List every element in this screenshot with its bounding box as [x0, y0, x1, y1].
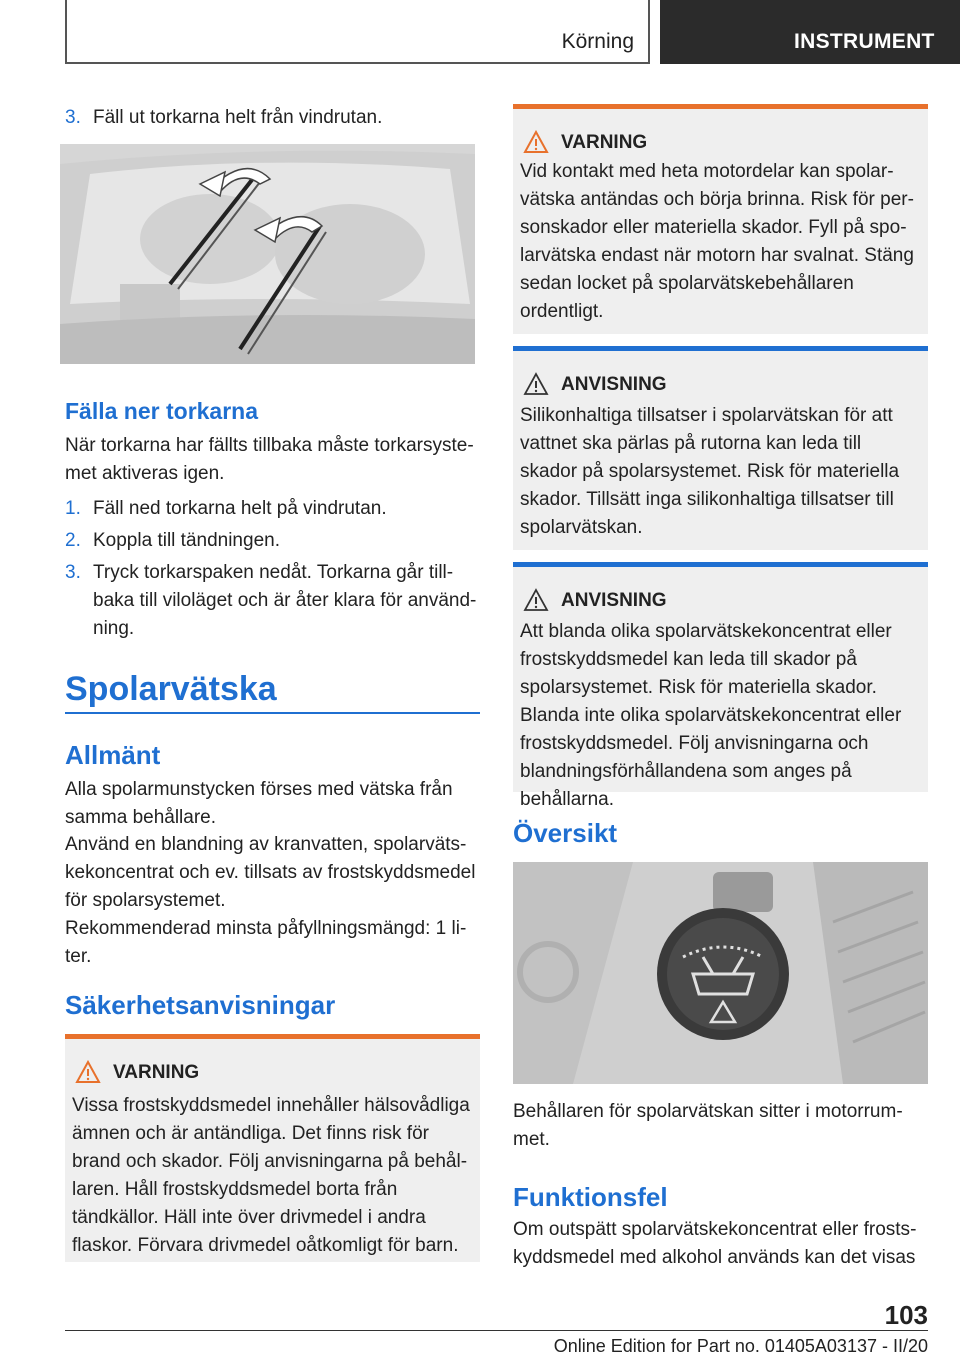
warning-bar: [65, 1034, 480, 1039]
heading-rule: [65, 712, 480, 714]
notice-text: Att blanda olika spolarvätskekoncentrat eller frostskyddsmedel kan leda till skador på spolarsystemet. Risk för materiella skador. Blanda inte olika spolarvätskekoncentrat eller frostskyddsmedel. Följ anvisningarna och blandningsförhållandena som anges på behållarna.: [520, 621, 902, 810]
header-chapter-tab: [660, 0, 960, 64]
fold-down-intro: När torkarna har fällts tillbaka måste torkarsystemet aktiveras igen.: [65, 435, 474, 484]
notice-bar: [513, 562, 928, 567]
notice-box-mixing: [513, 562, 928, 810]
malfunction-heading: Funktionsfel: [513, 1182, 668, 1212]
warning-bar: [513, 104, 928, 109]
warning-box-hot-engine: [513, 104, 928, 334]
overview-caption: Behållaren för spolarvätskan sitter i motorrummet.: [513, 1101, 903, 1150]
notice-triangle-icon: [523, 588, 549, 612]
step-number: 3.: [65, 107, 81, 128]
step-text: Fäll ned torkarna helt på vindrutan.: [93, 498, 387, 519]
footer-rule: [65, 1330, 928, 1331]
washer-fluid-heading: Spolarvätska: [65, 670, 277, 708]
washer-reservoir-illustration: [513, 862, 928, 1084]
general-heading: Allmänt: [65, 740, 161, 770]
notice-title: ANVISNING: [561, 590, 667, 611]
page-number: 103: [884, 1300, 928, 1330]
general-paragraph-3: Rekommenderad minsta påfyllningsmängd: 1 liter.: [65, 918, 467, 967]
warning-title: VARNING: [561, 132, 648, 153]
header-chapter-label: INSTRUMENT: [794, 30, 935, 53]
notice-text: Silikonhaltiga tillsatser i spolarvätskan för att vattnet ska pärlas på rutorna kan leda till skador på spolarsystemet. Risk för materiella skador. Tillsätt inga silikonhaltiga tillsatser till spolarvätskan.: [520, 405, 900, 538]
warning-text: Vissa frostskyddsmedel innehåller hälsovådliga ämnen och är antändliga. Det finns risk för brand och skador. Följ anvisningarna på behållaren. Håll frostskyddsmedel borta från tändkällor. Häll inte över drivmedel i andra flaskor. Förvara drivmedel oåtkomligt för barn.: [72, 1095, 470, 1256]
header-section-label: Körning: [561, 30, 634, 53]
notice-bar: [513, 346, 928, 351]
header-section-tab: [65, 0, 650, 64]
step-text: Tryck torkarspaken nedåt. Torkarna går tillbaka till viloläget och är åter klara för användning.: [93, 562, 477, 639]
step-text: Fäll ut torkarna helt från vindrutan.: [93, 107, 383, 128]
warning-box-antifreeze: [65, 1034, 480, 1262]
safety-heading: Säkerhetsanvisningar: [65, 990, 336, 1020]
warning-triangle-icon: [523, 130, 549, 154]
step-text: Koppla till tändningen.: [93, 530, 280, 551]
malfunction-text: Om outspätt spolarvätskekoncentrat eller frostskyddsmedel med alkohol används kan det visas: [513, 1219, 917, 1268]
notice-box-silicone: [513, 346, 928, 550]
notice-title: ANVISNING: [561, 374, 667, 395]
step-number: 3.: [65, 562, 81, 583]
general-paragraph-1: Alla spolarmunstycken förses med vätska från samma behållare.: [65, 779, 453, 828]
edition-info: Online Edition for Part no. 01405A03137 - II/20: [553, 1336, 928, 1356]
step-number: 2.: [65, 530, 81, 551]
fold-down-heading: Fälla ner torkarna: [65, 398, 259, 424]
warning-title: VARNING: [113, 1062, 200, 1083]
notice-triangle-icon: [523, 372, 549, 396]
overview-heading: Översikt: [513, 818, 618, 848]
general-paragraph-2: Använd en blandning av kranvatten, spolarvätskekoncentrat och ev. tillsats av frostskyddsmedel för spolarsystemet.: [65, 834, 476, 911]
warning-triangle-icon: [75, 1060, 101, 1084]
wiper-illustration: [60, 144, 475, 364]
step-number: 1.: [65, 498, 81, 519]
warning-text: Vid kontakt med heta motordelar kan spolarvätska antändas och börja brinna. Risk för personskador eller materiella skador. Fyll på spolarvätska endast när motorn har svalnat. Stäng sedan locket på spolarvätskebehållaren ordentligt.: [520, 161, 914, 322]
